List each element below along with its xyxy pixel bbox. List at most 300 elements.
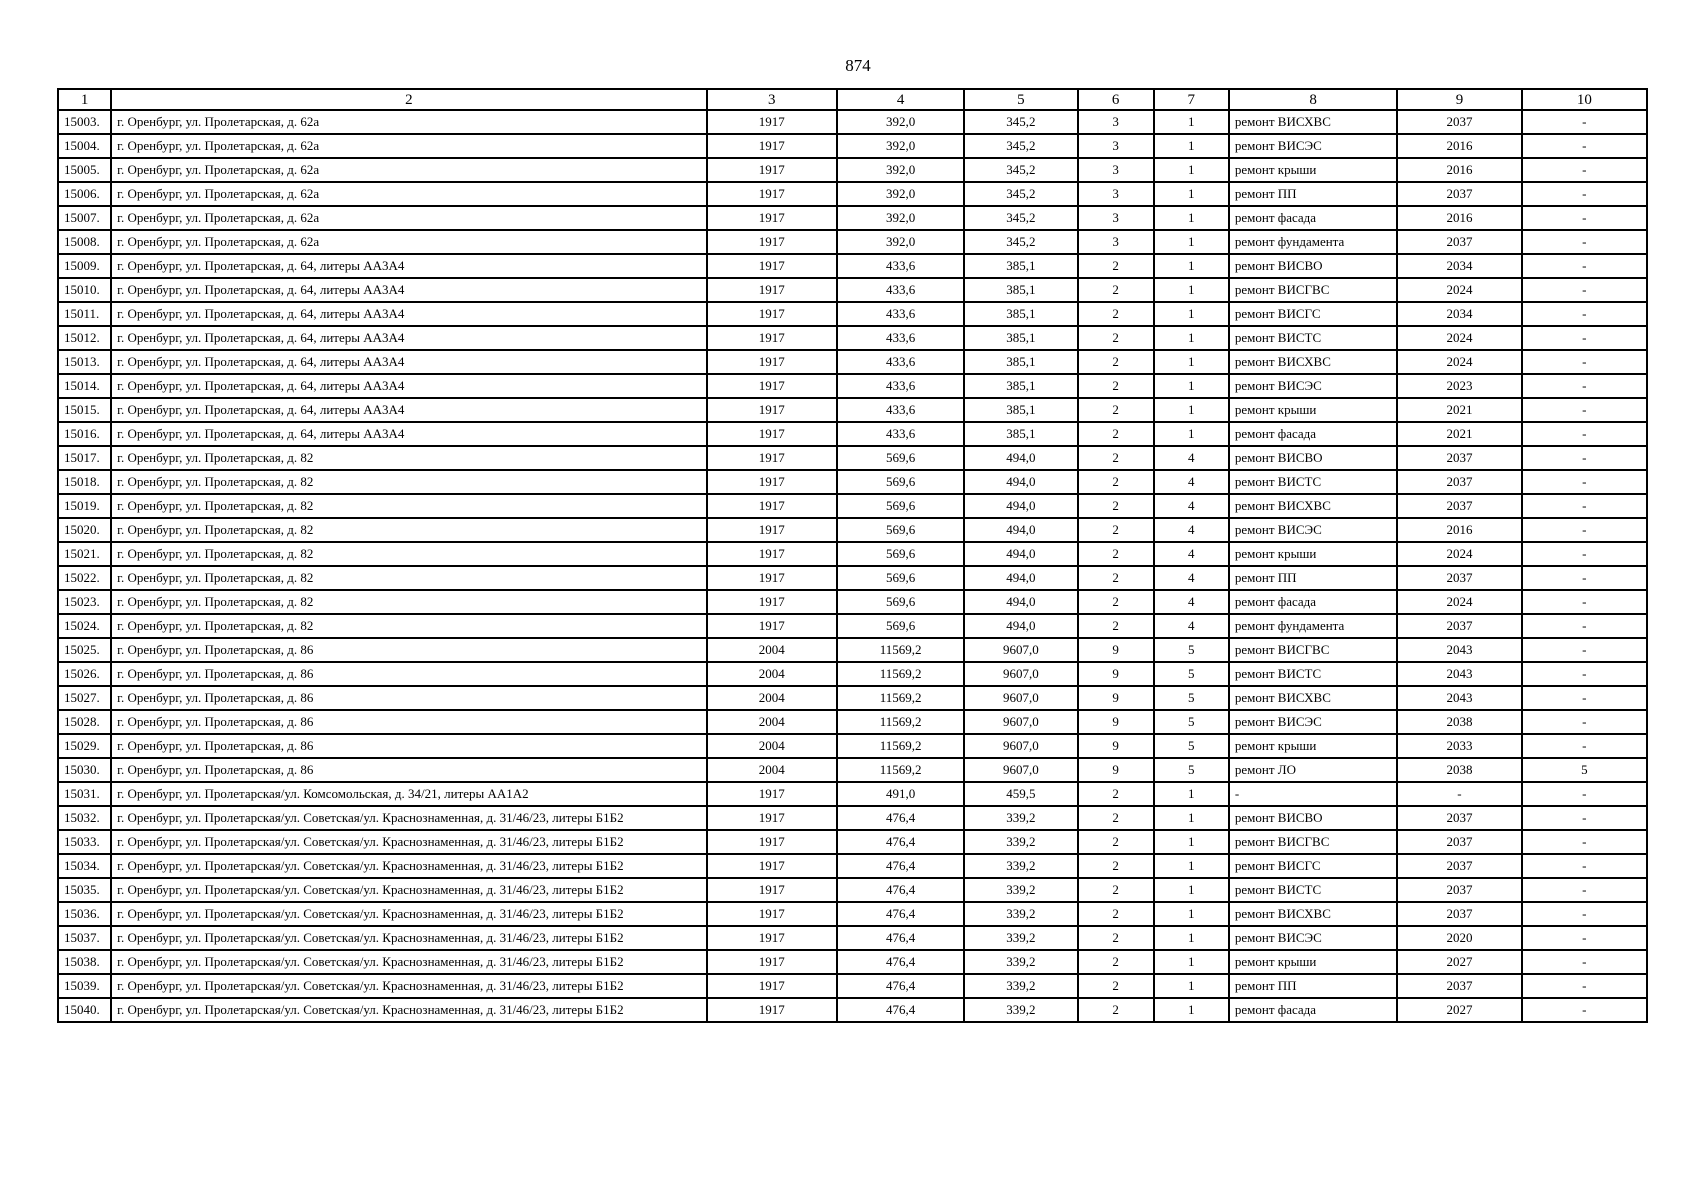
cell-row-number: 15039.: [58, 974, 111, 998]
cell-planned-year: 2024: [1397, 350, 1521, 374]
cell-planned-year: 2027: [1397, 998, 1521, 1022]
cell-year-built: 2004: [707, 710, 837, 734]
cell-work-type: ремонт ВИСХВС: [1229, 686, 1397, 710]
cell-total-area: 476,4: [837, 926, 964, 950]
cell-address: г. Оренбург, ул. Пролетарская, д. 64, литеры АА3А4: [111, 374, 706, 398]
cell-floors: 9: [1078, 662, 1154, 686]
cell-address: г. Оренбург, ул. Пролетарская, д. 64, литеры АА3А4: [111, 326, 706, 350]
cell-row-number: 15016.: [58, 422, 111, 446]
cell-total-area: 569,6: [837, 494, 964, 518]
cell-entrances: 1: [1154, 254, 1229, 278]
cell-planned-year: 2043: [1397, 638, 1521, 662]
table-row: [58, 326, 1647, 350]
cell-total-area: 433,6: [837, 374, 964, 398]
cell-planned-year: 2023: [1397, 374, 1521, 398]
cell-work-type: ремонт ВИСТС: [1229, 326, 1397, 350]
cell-year-built: 1917: [707, 542, 837, 566]
cell-entrances: 4: [1154, 446, 1229, 470]
cell-year-built: 1917: [707, 206, 837, 230]
cell-living-area: 385,1: [964, 398, 1077, 422]
table-row: [58, 398, 1647, 422]
cell-work-type: ремонт ПП: [1229, 566, 1397, 590]
cell-planned-year: 2038: [1397, 710, 1521, 734]
cell-year-built: 1917: [707, 590, 837, 614]
cell-note: -: [1522, 518, 1647, 542]
cell-work-type: ремонт крыши: [1229, 158, 1397, 182]
cell-floors: 2: [1078, 494, 1154, 518]
cell-planned-year: 2016: [1397, 158, 1521, 182]
cell-floors: 2: [1078, 374, 1154, 398]
cell-address: г. Оренбург, ул. Пролетарская, д. 62а: [111, 182, 706, 206]
cell-planned-year: 2024: [1397, 278, 1521, 302]
housing-register-table: [57, 88, 1648, 1023]
table-row: [58, 926, 1647, 950]
cell-year-built: 1917: [707, 422, 837, 446]
cell-year-built: 2004: [707, 758, 837, 782]
column-header: 8: [1229, 89, 1397, 110]
cell-work-type: ремонт ЛО: [1229, 758, 1397, 782]
cell-note: -: [1522, 254, 1647, 278]
cell-total-area: 11569,2: [837, 686, 964, 710]
cell-row-number: 15031.: [58, 782, 111, 806]
table-row: [58, 590, 1647, 614]
cell-work-type: ремонт ВИСХВС: [1229, 110, 1397, 134]
cell-note: -: [1522, 566, 1647, 590]
cell-note: -: [1522, 206, 1647, 230]
cell-entrances: 4: [1154, 590, 1229, 614]
cell-floors: 3: [1078, 110, 1154, 134]
cell-total-area: 569,6: [837, 470, 964, 494]
cell-planned-year: 2016: [1397, 518, 1521, 542]
cell-address: г. Оренбург, ул. Пролетарская, д. 64, литеры АА3А4: [111, 398, 706, 422]
cell-planned-year: 2037: [1397, 830, 1521, 854]
cell-planned-year: 2037: [1397, 614, 1521, 638]
cell-work-type: ремонт фасада: [1229, 422, 1397, 446]
cell-row-number: 15011.: [58, 302, 111, 326]
cell-row-number: 15026.: [58, 662, 111, 686]
cell-year-built: 1917: [707, 494, 837, 518]
cell-total-area: 476,4: [837, 830, 964, 854]
cell-floors: 2: [1078, 542, 1154, 566]
cell-planned-year: 2037: [1397, 854, 1521, 878]
table-row: [58, 494, 1647, 518]
cell-total-area: 392,0: [837, 182, 964, 206]
cell-floors: 3: [1078, 206, 1154, 230]
cell-work-type: ремонт фасада: [1229, 590, 1397, 614]
column-header: 1: [58, 89, 111, 110]
cell-floors: 2: [1078, 854, 1154, 878]
cell-note: -: [1522, 806, 1647, 830]
cell-year-built: 2004: [707, 638, 837, 662]
cell-work-type: ремонт крыши: [1229, 950, 1397, 974]
page-number: 874: [845, 56, 871, 75]
cell-note: -: [1522, 686, 1647, 710]
cell-entrances: 1: [1154, 878, 1229, 902]
cell-row-number: 15009.: [58, 254, 111, 278]
cell-row-number: 15023.: [58, 590, 111, 614]
cell-address: г. Оренбург, ул. Пролетарская, д. 82: [111, 518, 706, 542]
cell-year-built: 1917: [707, 182, 837, 206]
cell-living-area: 339,2: [964, 926, 1077, 950]
cell-address: г. Оренбург, ул. Пролетарская, д. 62а: [111, 158, 706, 182]
cell-living-area: 345,2: [964, 134, 1077, 158]
cell-planned-year: 2021: [1397, 422, 1521, 446]
cell-address: г. Оренбург, ул. Пролетарская, д. 86: [111, 758, 706, 782]
cell-work-type: ремонт ВИСТС: [1229, 470, 1397, 494]
cell-total-area: 476,4: [837, 950, 964, 974]
cell-address: г. Оренбург, ул. Пролетарская, д. 86: [111, 686, 706, 710]
cell-work-type: ремонт ВИСЭС: [1229, 710, 1397, 734]
cell-row-number: 15034.: [58, 854, 111, 878]
cell-row-number: 15007.: [58, 206, 111, 230]
cell-work-type: ремонт ВИСГВС: [1229, 830, 1397, 854]
cell-planned-year: 2037: [1397, 806, 1521, 830]
table-row: [58, 998, 1647, 1022]
cell-planned-year: 2037: [1397, 566, 1521, 590]
table-row: [58, 350, 1647, 374]
cell-planned-year: 2037: [1397, 878, 1521, 902]
cell-address: г. Оренбург, ул. Пролетарская, д. 62а: [111, 110, 706, 134]
cell-year-built: 1917: [707, 854, 837, 878]
cell-note: -: [1522, 614, 1647, 638]
cell-total-area: 11569,2: [837, 710, 964, 734]
column-header: 9: [1397, 89, 1521, 110]
table-row: [58, 566, 1647, 590]
cell-year-built: 1917: [707, 278, 837, 302]
cell-planned-year: 2034: [1397, 302, 1521, 326]
cell-total-area: 392,0: [837, 158, 964, 182]
cell-note: -: [1522, 926, 1647, 950]
cell-living-area: 459,5: [964, 782, 1077, 806]
cell-total-area: 569,6: [837, 590, 964, 614]
cell-row-number: 15008.: [58, 230, 111, 254]
cell-entrances: 5: [1154, 638, 1229, 662]
cell-floors: 2: [1078, 950, 1154, 974]
cell-year-built: 2004: [707, 686, 837, 710]
cell-entrances: 4: [1154, 566, 1229, 590]
cell-floors: 2: [1078, 974, 1154, 998]
cell-note: -: [1522, 998, 1647, 1022]
cell-entrances: 1: [1154, 206, 1229, 230]
cell-entrances: 1: [1154, 374, 1229, 398]
cell-row-number: 15019.: [58, 494, 111, 518]
cell-living-area: 345,2: [964, 230, 1077, 254]
cell-row-number: 15004.: [58, 134, 111, 158]
cell-entrances: 1: [1154, 854, 1229, 878]
cell-year-built: 1917: [707, 998, 837, 1022]
cell-row-number: 15014.: [58, 374, 111, 398]
cell-address: г. Оренбург, ул. Пролетарская, д. 82: [111, 494, 706, 518]
cell-row-number: 15035.: [58, 878, 111, 902]
cell-floors: 2: [1078, 566, 1154, 590]
table-row: [58, 470, 1647, 494]
cell-note: -: [1522, 470, 1647, 494]
table-row: [58, 134, 1647, 158]
cell-entrances: 1: [1154, 278, 1229, 302]
cell-note: -: [1522, 110, 1647, 134]
cell-note: -: [1522, 302, 1647, 326]
cell-planned-year: 2020: [1397, 926, 1521, 950]
cell-floors: 2: [1078, 446, 1154, 470]
header-row: [58, 89, 1647, 110]
cell-entrances: 4: [1154, 614, 1229, 638]
cell-living-area: 9607,0: [964, 662, 1077, 686]
cell-entrances: 5: [1154, 686, 1229, 710]
cell-living-area: 494,0: [964, 590, 1077, 614]
column-header: 3: [707, 89, 837, 110]
cell-planned-year: 2034: [1397, 254, 1521, 278]
table-row: [58, 974, 1647, 998]
cell-planned-year: 2033: [1397, 734, 1521, 758]
cell-entrances: 1: [1154, 974, 1229, 998]
cell-living-area: 494,0: [964, 494, 1077, 518]
cell-row-number: 15037.: [58, 926, 111, 950]
cell-row-number: 15022.: [58, 566, 111, 590]
cell-living-area: 385,1: [964, 350, 1077, 374]
table-row: [58, 446, 1647, 470]
cell-note: -: [1522, 326, 1647, 350]
cell-work-type: ремонт ВИСЭС: [1229, 518, 1397, 542]
column-header: 4: [837, 89, 964, 110]
cell-entrances: 4: [1154, 470, 1229, 494]
cell-total-area: 11569,2: [837, 662, 964, 686]
cell-row-number: 15028.: [58, 710, 111, 734]
cell-work-type: ремонт ВИСЭС: [1229, 926, 1397, 950]
table-row: [58, 734, 1647, 758]
cell-entrances: 1: [1154, 926, 1229, 950]
cell-row-number: 15032.: [58, 806, 111, 830]
cell-work-type: ремонт ВИСТС: [1229, 878, 1397, 902]
cell-work-type: ремонт ВИСВО: [1229, 446, 1397, 470]
cell-work-type: ремонт фундамента: [1229, 614, 1397, 638]
cell-entrances: 5: [1154, 734, 1229, 758]
cell-living-area: 9607,0: [964, 734, 1077, 758]
column-header: 7: [1154, 89, 1229, 110]
column-header: 5: [964, 89, 1077, 110]
cell-planned-year: 2024: [1397, 542, 1521, 566]
cell-living-area: 339,2: [964, 902, 1077, 926]
table-row: [58, 950, 1647, 974]
cell-note: -: [1522, 950, 1647, 974]
cell-floors: 3: [1078, 230, 1154, 254]
cell-row-number: 15024.: [58, 614, 111, 638]
column-header: 10: [1522, 89, 1647, 110]
cell-entrances: 1: [1154, 326, 1229, 350]
cell-floors: 3: [1078, 182, 1154, 206]
cell-total-area: 476,4: [837, 854, 964, 878]
cell-year-built: 1917: [707, 902, 837, 926]
cell-work-type: ремонт крыши: [1229, 542, 1397, 566]
cell-living-area: 339,2: [964, 806, 1077, 830]
cell-year-built: 1917: [707, 158, 837, 182]
cell-total-area: 476,4: [837, 878, 964, 902]
cell-row-number: 15013.: [58, 350, 111, 374]
cell-living-area: 339,2: [964, 854, 1077, 878]
cell-floors: 9: [1078, 638, 1154, 662]
cell-year-built: 1917: [707, 350, 837, 374]
cell-floors: 2: [1078, 350, 1154, 374]
cell-year-built: 1917: [707, 566, 837, 590]
cell-living-area: 494,0: [964, 470, 1077, 494]
cell-row-number: 15010.: [58, 278, 111, 302]
cell-row-number: 15025.: [58, 638, 111, 662]
cell-floors: 2: [1078, 518, 1154, 542]
cell-total-area: 433,6: [837, 326, 964, 350]
cell-note: -: [1522, 398, 1647, 422]
cell-living-area: 339,2: [964, 830, 1077, 854]
cell-floors: 2: [1078, 470, 1154, 494]
cell-living-area: 385,1: [964, 278, 1077, 302]
cell-work-type: ремонт ВИСТС: [1229, 662, 1397, 686]
table-body: [58, 110, 1647, 1022]
cell-living-area: 385,1: [964, 326, 1077, 350]
cell-entrances: 5: [1154, 758, 1229, 782]
cell-living-area: 339,2: [964, 998, 1077, 1022]
cell-row-number: 15036.: [58, 902, 111, 926]
cell-entrances: 5: [1154, 662, 1229, 686]
cell-work-type: ремонт ВИСЭС: [1229, 134, 1397, 158]
table-row: [58, 230, 1647, 254]
table-row: [58, 374, 1647, 398]
cell-planned-year: 2037: [1397, 446, 1521, 470]
cell-entrances: 1: [1154, 158, 1229, 182]
cell-planned-year: 2037: [1397, 470, 1521, 494]
cell-living-area: 9607,0: [964, 758, 1077, 782]
cell-living-area: 339,2: [964, 974, 1077, 998]
cell-row-number: 15033.: [58, 830, 111, 854]
cell-row-number: 15017.: [58, 446, 111, 470]
cell-planned-year: 2037: [1397, 110, 1521, 134]
cell-address: г. Оренбург, ул. Пролетарская, д. 64, литеры АА3А4: [111, 278, 706, 302]
cell-entrances: 1: [1154, 422, 1229, 446]
cell-note: -: [1522, 710, 1647, 734]
cell-address: г. Оренбург, ул. Пролетарская, д. 62а: [111, 206, 706, 230]
cell-living-area: 345,2: [964, 182, 1077, 206]
cell-total-area: 433,6: [837, 350, 964, 374]
cell-planned-year: 2024: [1397, 590, 1521, 614]
column-header: 6: [1078, 89, 1154, 110]
cell-address: г. Оренбург, ул. Пролетарская, д. 82: [111, 590, 706, 614]
cell-address: г. Оренбург, ул. Пролетарская/ул. Советская/ул. Краснознаменная, д. 31/46/23, литеры Б1Б2: [111, 806, 706, 830]
cell-entrances: 1: [1154, 902, 1229, 926]
cell-row-number: 15027.: [58, 686, 111, 710]
table-row: [58, 614, 1647, 638]
cell-address: г. Оренбург, ул. Пролетарская, д. 82: [111, 542, 706, 566]
cell-planned-year: 2021: [1397, 398, 1521, 422]
table-row: [58, 542, 1647, 566]
cell-entrances: 1: [1154, 398, 1229, 422]
cell-note: 5: [1522, 758, 1647, 782]
cell-work-type: ремонт ВИСГС: [1229, 302, 1397, 326]
cell-address: г. Оренбург, ул. Пролетарская/ул. Советская/ул. Краснознаменная, д. 31/46/23, литеры Б1Б2: [111, 854, 706, 878]
cell-year-built: 2004: [707, 662, 837, 686]
table-row: [58, 806, 1647, 830]
cell-living-area: 9607,0: [964, 638, 1077, 662]
table-row: [58, 182, 1647, 206]
cell-planned-year: 2024: [1397, 326, 1521, 350]
cell-year-built: 1917: [707, 134, 837, 158]
cell-year-built: 1917: [707, 374, 837, 398]
cell-living-area: 494,0: [964, 542, 1077, 566]
cell-living-area: 385,1: [964, 422, 1077, 446]
cell-note: -: [1522, 158, 1647, 182]
cell-address: г. Оренбург, ул. Пролетарская/ул. Советская/ул. Краснознаменная, д. 31/46/23, литеры Б1Б2: [111, 902, 706, 926]
cell-floors: 9: [1078, 686, 1154, 710]
cell-total-area: 11569,2: [837, 758, 964, 782]
cell-note: -: [1522, 878, 1647, 902]
table-row: [58, 278, 1647, 302]
cell-year-built: 1917: [707, 446, 837, 470]
cell-floors: 2: [1078, 302, 1154, 326]
cell-total-area: 476,4: [837, 974, 964, 998]
cell-address: г. Оренбург, ул. Пролетарская, д. 82: [111, 470, 706, 494]
cell-living-area: 345,2: [964, 158, 1077, 182]
cell-floors: 2: [1078, 278, 1154, 302]
cell-address: г. Оренбург, ул. Пролетарская/ул. Комсомольская, д. 34/21, литеры АА1А2: [111, 782, 706, 806]
cell-row-number: 15040.: [58, 998, 111, 1022]
cell-work-type: ремонт фасада: [1229, 998, 1397, 1022]
cell-address: г. Оренбург, ул. Пролетарская/ул. Советская/ул. Краснознаменная, д. 31/46/23, литеры Б1Б2: [111, 878, 706, 902]
cell-planned-year: 2043: [1397, 662, 1521, 686]
table-row: [58, 302, 1647, 326]
cell-row-number: 15021.: [58, 542, 111, 566]
cell-address: г. Оренбург, ул. Пролетарская, д. 64, литеры АА3А4: [111, 302, 706, 326]
cell-floors: 9: [1078, 710, 1154, 734]
table-row: [58, 518, 1647, 542]
cell-year-built: 1917: [707, 326, 837, 350]
cell-total-area: 433,6: [837, 254, 964, 278]
cell-floors: 3: [1078, 158, 1154, 182]
cell-address: г. Оренбург, ул. Пролетарская, д. 82: [111, 446, 706, 470]
cell-work-type: ремонт фасада: [1229, 206, 1397, 230]
cell-living-area: 494,0: [964, 446, 1077, 470]
cell-year-built: 1917: [707, 302, 837, 326]
cell-total-area: 476,4: [837, 998, 964, 1022]
cell-row-number: 15038.: [58, 950, 111, 974]
cell-floors: 2: [1078, 926, 1154, 950]
cell-total-area: 569,6: [837, 566, 964, 590]
cell-row-number: 15005.: [58, 158, 111, 182]
cell-note: -: [1522, 422, 1647, 446]
cell-note: -: [1522, 590, 1647, 614]
cell-row-number: 15006.: [58, 182, 111, 206]
cell-year-built: 1917: [707, 614, 837, 638]
cell-address: г. Оренбург, ул. Пролетарская/ул. Советская/ул. Краснознаменная, д. 31/46/23, литеры Б1Б2: [111, 926, 706, 950]
cell-floors: 2: [1078, 254, 1154, 278]
cell-address: г. Оренбург, ул. Пролетарская, д. 64, литеры АА3А4: [111, 254, 706, 278]
cell-floors: 2: [1078, 878, 1154, 902]
cell-row-number: 15020.: [58, 518, 111, 542]
table-row: [58, 254, 1647, 278]
cell-floors: 2: [1078, 998, 1154, 1022]
table-row: [58, 110, 1647, 134]
cell-note: -: [1522, 350, 1647, 374]
cell-floors: 2: [1078, 398, 1154, 422]
cell-entrances: 4: [1154, 494, 1229, 518]
cell-floors: 2: [1078, 422, 1154, 446]
cell-address: г. Оренбург, ул. Пролетарская/ул. Советская/ул. Краснознаменная, д. 31/46/23, литеры Б1Б2: [111, 974, 706, 998]
cell-work-type: ремонт фундамента: [1229, 230, 1397, 254]
cell-address: г. Оренбург, ул. Пролетарская/ул. Советская/ул. Краснознаменная, д. 31/46/23, литеры Б1Б2: [111, 998, 706, 1022]
cell-note: -: [1522, 134, 1647, 158]
cell-note: -: [1522, 278, 1647, 302]
cell-work-type: ремонт ВИСХВС: [1229, 350, 1397, 374]
cell-work-type: ремонт ВИСВО: [1229, 254, 1397, 278]
cell-address: г. Оренбург, ул. Пролетарская, д. 82: [111, 566, 706, 590]
cell-year-built: 1917: [707, 398, 837, 422]
cell-floors: 2: [1078, 782, 1154, 806]
cell-total-area: 433,6: [837, 302, 964, 326]
